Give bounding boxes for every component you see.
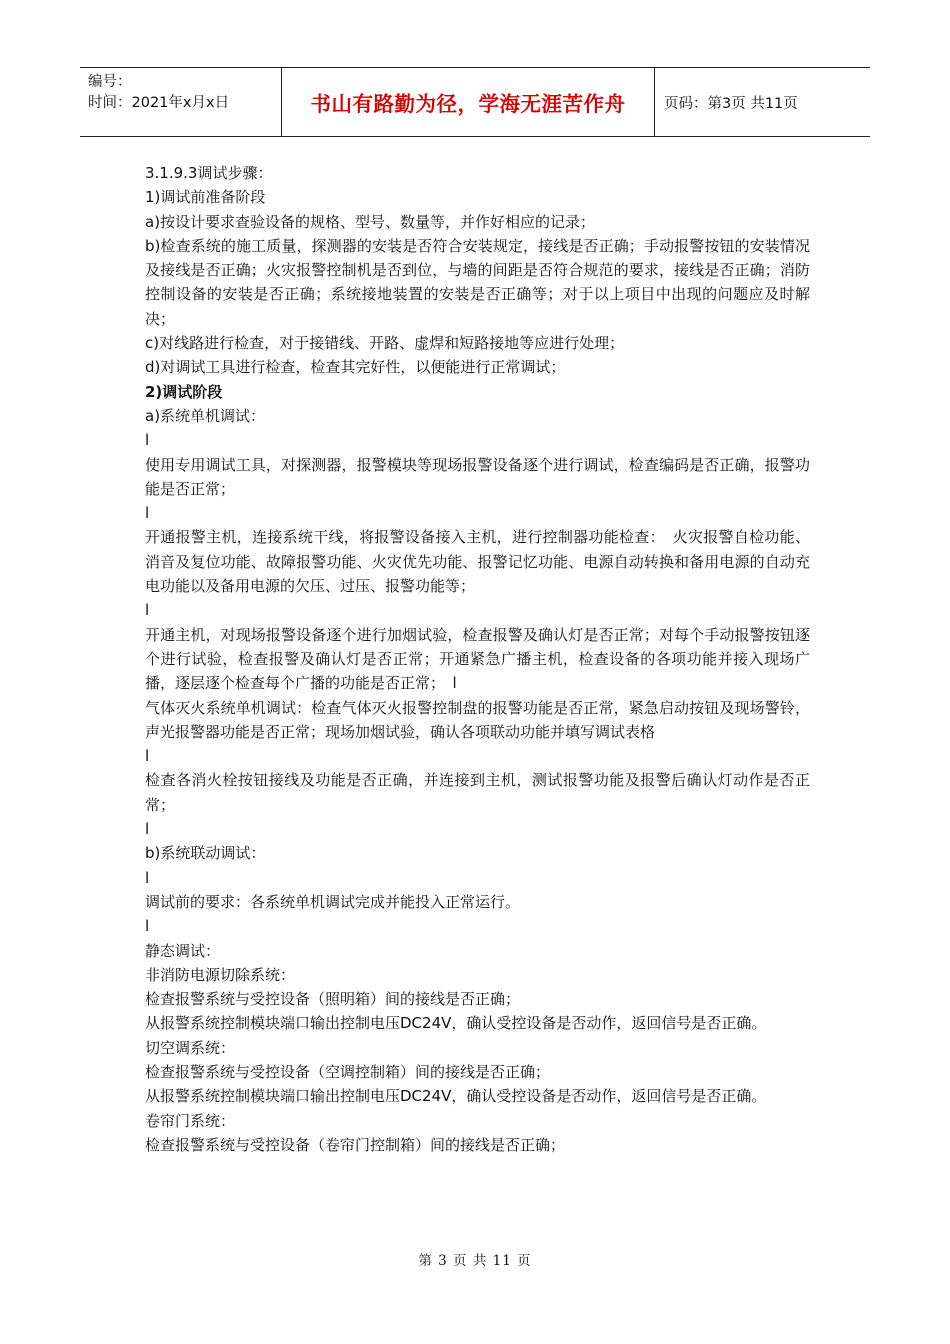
page-footer: 第 3 页 共 11 页 [418,1253,532,1269]
paragraph: 使用专用调试工具，对探测器，报警模块等现场报警设备逐个进行调试，检查编码是否正确，报警功能是否正常； [145,455,810,498]
paragraph: 1)调试前准备阶段 [145,188,266,207]
paragraph: b)检查系统的施工质量，探测器的安装是否符合安装规定，接线是否正确；手动报警按钮的安装情况及接线是否正确；火灾报警控制机是否到位，与墙的间距是否符合规范的要求，接线是否正确；消防控制设备的安装是否正确；系统接地装置的安装是否正确等；对于以上项目中出现的问题应及时解决； [145,236,810,328]
paragraph: b)系统联动调试： [145,844,266,863]
paragraph: 调试前的要求：各系统单机调试完成并能投入正常运行。 [145,892,521,911]
document-body [145,161,810,1157]
paragraph: 从报警系统控制模块端口输出控制电压DC24V，确认受控设备是否动作，返回信号是否正确。 [145,1014,767,1033]
paragraph: c)对线路进行检查，对于接错线、开路、虚焊和短路接地等应进行处理； [145,334,625,353]
list-marker: l [145,868,150,887]
list-marker: l [145,504,150,523]
list-marker: l [145,601,150,620]
header-motto: 书山有路勤为径，学海无涯苦作舟 [310,92,626,116]
paragraph: 检查各消火栓按钮接线及功能是否正确，并连接到主机，测试报警功能及报警后确认灯动作是否正常； [145,771,810,814]
paragraph: 检查报警系统与受控设备（照明箱）间的接线是否正确； [145,990,521,1009]
page-header [80,67,870,137]
paragraph: 非消防电源切除系统： [145,965,296,984]
header-page-info: 页码：第3页 共11页 [664,96,798,112]
paragraph: 开通主机，对现场报警设备逐个进行加烟试验，检查报警及确认灯是否正常；对每个手动报警按钮逐个进行试验，检查报警及确认灯是否正常；开通紧急广播主机，检查设备的各项功能并接入现场广播，逐层逐个检查每个广播的功能是否正常； l [145,625,810,693]
paragraph: 2)调试阶段 [145,382,223,401]
header-meta [88,72,229,114]
paragraph: a)按设计要求查验设备的规格、型号、数量等，并作好相应的记录； [145,212,596,231]
list-marker: l [145,820,150,839]
paragraph: 检查报警系统与受控设备（卷帘门控制箱）间的接线是否正确； [145,1135,566,1154]
paragraph: 气体灭火系统单机调试：检查气体灭火报警控制盘的报警功能是否正常，紧急启动按钮及现场警铃，声光报警器功能是否正常；现场加烟试验，确认各项联动功能并填写调试表格 [145,698,810,741]
list-marker: l [145,747,150,766]
paragraph: 检查报警系统与受控设备（空调控制箱）间的接线是否正确； [145,1062,551,1081]
paragraph: a)系统单机调试： [145,406,266,425]
paragraph: 卷帘门系统： [145,1111,236,1130]
document-time-label: 时间：2021年x月x日 [88,95,230,111]
list-marker: l [145,431,150,450]
paragraph: 从报警系统控制模块端口输出控制电压DC24V，确认受控设备是否动作，返回信号是否正确。 [145,1087,767,1106]
document-number-label: 编号： [88,74,132,90]
paragraph: 切空调系统： [145,1038,236,1057]
paragraph: 开通报警主机，连接系统干线，将报警设备接入主机，进行控制器功能检查： 火灾报警自检功能、消音及复位功能、故障报警功能、火灾优先功能、报警记忆功能、电源自动转换和备用电源的自动充电功能以及备用电源的欠压、过压、报警功能等； [145,528,810,596]
paragraph: 静态调试： [145,941,221,960]
header-divider-right [654,68,655,136]
list-marker: l [145,917,150,936]
paragraph: 3.1.9.3调试步骤： [145,164,273,182]
paragraph: d)对调试工具进行检查，检查其完好性，以便能进行正常调试； [145,358,566,377]
